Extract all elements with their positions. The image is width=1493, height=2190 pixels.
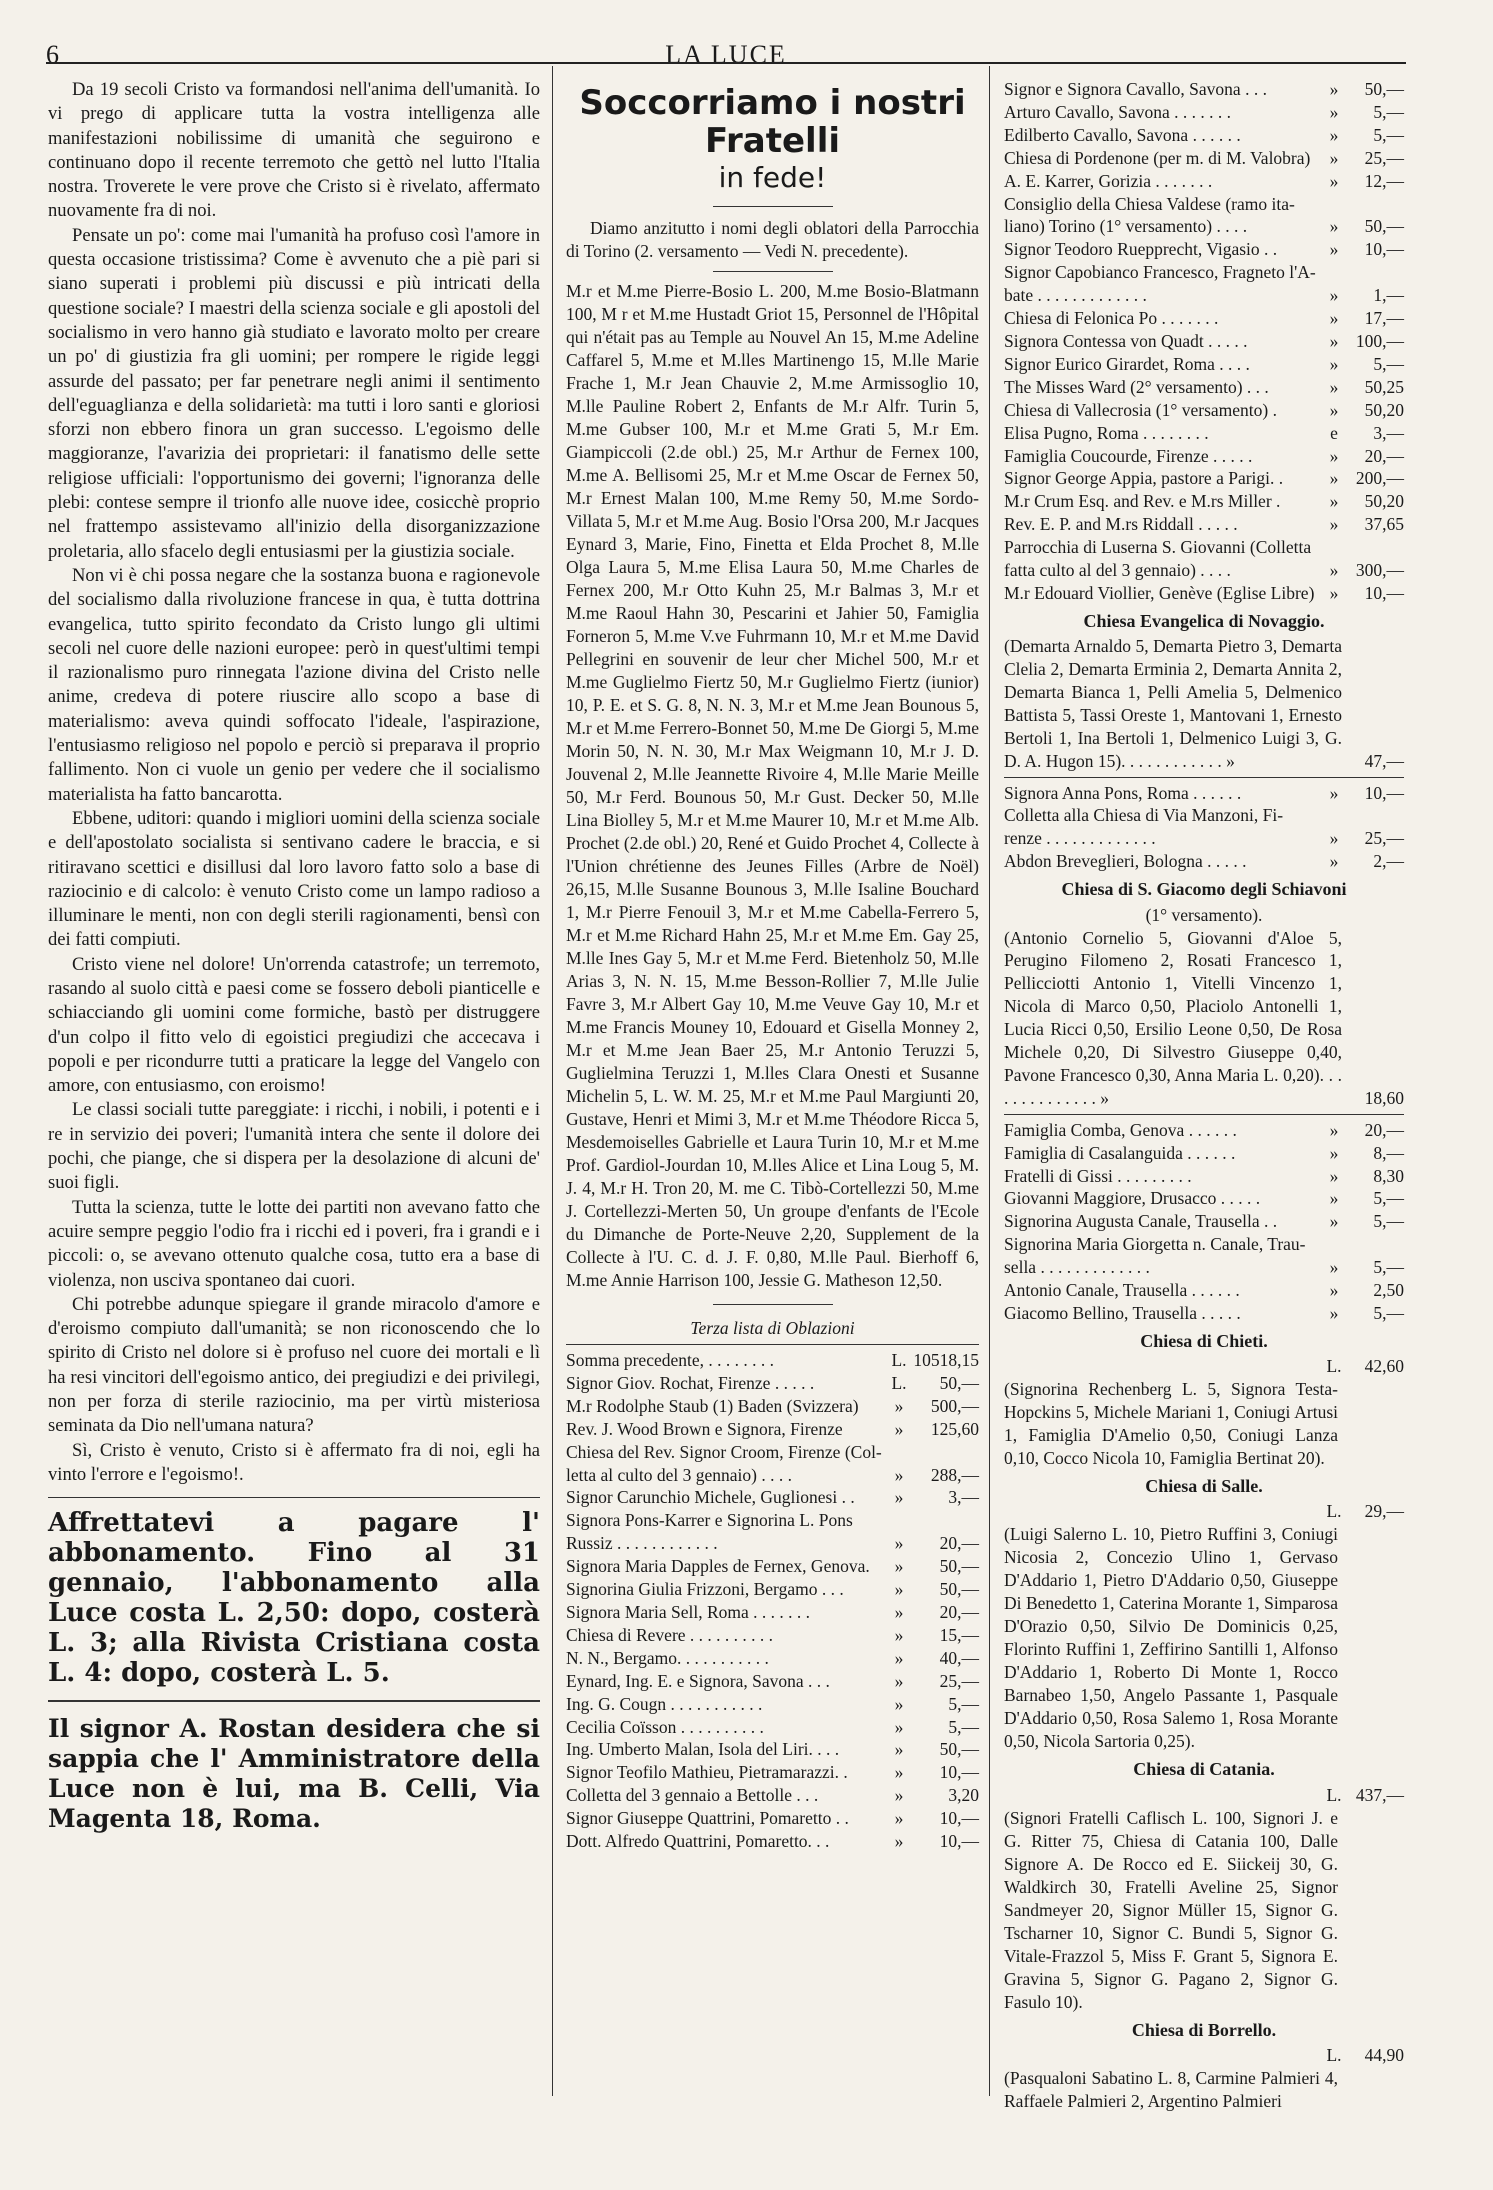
donor-name: Signor Teodoro Ruepprecht, Vigasio . . [1004, 239, 1278, 260]
currency: » [1329, 1211, 1339, 1232]
donation-row [1004, 353, 1404, 376]
amount: 50,— [939, 1739, 979, 1760]
donor-name: fatta culto al del 3 gennaio) . . . . [1004, 560, 1231, 581]
currency: » [894, 1624, 904, 1645]
paragraph: Pensate un po': come mai l'umanità ha profuso così l'amore in questa occasione tristissima? Come è avvenuto che a piè pari si siano superati i problemi più discussi e più intricati della questione sociale? I maestri della scienza sociale e gli apostoli del socialismo in vero hanno già studiato e lavorato molto per creare un po' di giustizia fra gli uomini; per rompere le rigide leggi assurde del passato; per far penetrare negli animi il sentimento dell'eguaglianza e della solidarietà: ma tutti i loro santi e gloriosi sforzi non ebbero finora un gran successo. L'egoismo delle maggioranze, l'avarizia dei proprietari: il fanatismo delle sette religiose ufficiali: l'opportunismo dei governi; l'ignoranza delle plebi: contese sempre il trionfo alle nuove idee, cosicchè proprio nel frattempo assistevamo all'inizio della disorganizzazione proletaria, allo sfacelo degli entusiasmi per la giustizia sociale. [48, 224, 540, 562]
currency: » [894, 1693, 904, 1714]
donation-row [566, 1372, 979, 1395]
amount: 15,— [939, 1624, 979, 1645]
donor-name: Consiglio della Chiesa Valdese (ramo ita- [1004, 193, 1295, 214]
currency: e [1330, 422, 1338, 443]
amount: 50,— [939, 1372, 979, 1393]
donation-entries [1004, 1119, 1404, 1325]
donor-name: renze . . . . . . . . . . . . . [1004, 828, 1156, 849]
donor-name: Signor Capobianco Francesco, Fragneto l'A- [1004, 262, 1316, 283]
currency: » [894, 1487, 904, 1508]
divider [713, 206, 833, 207]
currency: » [894, 1556, 904, 1577]
donation-row [1004, 1165, 1404, 1188]
currency: L. [1326, 2044, 1342, 2065]
divider [566, 1344, 979, 1345]
donor-name: Colletta del 3 gennaio a Bettolle . . . [566, 1785, 819, 1806]
amount: 200,— [1355, 468, 1404, 489]
donor-name: Abdon Breveglieri, Bologna . . . . . [1004, 851, 1247, 872]
donor-name: Ing. Umberto Malan, Isola del Liri. . . . [566, 1739, 840, 1760]
currency: » [1329, 1119, 1339, 1140]
amount: 50,— [939, 1579, 979, 1600]
donor-name: M.r Crum Esq. and Rev. e M.rs Miller . [1004, 491, 1281, 512]
currency: » [894, 1762, 904, 1783]
donation-row [566, 1601, 979, 1624]
amount: 5,— [948, 1693, 979, 1714]
donor-name: Eynard, Ing. E. e Signora, Savona . . . [566, 1670, 830, 1691]
donation-row [1004, 1302, 1404, 1325]
amount: 25,— [1364, 828, 1404, 849]
currency: » [1329, 1188, 1339, 1209]
currency: » [1329, 170, 1339, 191]
donation-row [1004, 124, 1404, 147]
amount: 1,— [1373, 285, 1404, 306]
currency: » [1329, 101, 1339, 122]
donation-row [566, 1555, 979, 1578]
amount: 125,60 [930, 1418, 979, 1439]
donation-row [1004, 513, 1404, 536]
donor-name: Signor Giov. Rochat, Firenze . . . . . [566, 1372, 815, 1393]
newspaper-title: LA LUCE [665, 40, 787, 69]
divider [713, 1304, 833, 1305]
amount: 50,20 [1364, 399, 1404, 420]
donation-row [566, 1441, 979, 1464]
currency: L. [891, 1372, 907, 1393]
donor-name: Cecilia Coïsson . . . . . . . . . . [566, 1716, 764, 1737]
amount: 5,— [1373, 353, 1404, 374]
amount: 29,— [1364, 1501, 1404, 1522]
donation-row [1004, 330, 1404, 353]
currency: » [1329, 828, 1339, 849]
donation-row [566, 1532, 979, 1555]
torino-donor-list: M.r et M.me Pierre-Bosio L. 200, M.me Bosio-Blatmann 100, M r et M.me Hustadt Griot 15, Personnel de l'Hôpital qui n'était pas au Temple au Nouvel An 15, M.me Adeline Caffarel 5, M.me et M.lles Martinengo 15, M.lle Marie Frache 1, M.r Jean Chauvie 2, M.me Armissoglio 10, M.lle Pauline Robert 2, Enfants de M.r Alfr. Turin 5, M.me Gubser 100, M.r et M.me Grati 5, M.r Em. Giampiccoli (2.de obl.) 25, M.r Arthur de Fernex 100, M.me A. Bellisomi 25, M.r et M.me Oscar de Fernex 50, M.r Ernest Malan 100, M.me Remy 50, M.me Sordo-Villata 5, M.r et M.me Aug. Bosio l'Orsa 200, M.r Jacques Eynard 3, Marie, Fino, Finetta et Elda Prochet 8, M.lle Olga Laura 5, M.me Elisa Laura 50, M.me Charles de Fernex 200, M.r Otto Kuhn 25, M.r Balmas 3, M.r et M.me Raoul Hahn 30, Pescarini et Jahier 50, Famiglia Forneron 5, M.me V.ve Fuhrmann 10, M.r et M.me David Pellegrini en souvenir de leur cher Michel 500, M.r et M.me Guglielmo Fiertz 50, M.r Guglielmo Fiertz (iunior) 10, P. E. et S. G. 8, N. N. 3, M.r et M.me Jean Bounous 5, M.r et M.me Ferrero-Bonnet 50, M.me De Giorgi 5, M.me Morin 50, N. N. 30, M.r Max Weigmann 10, M.r J. D. Jouvenal 2, M.lle Jeannette Rivoire 4, M.lle Marie Meille 50, M.r Ferd. Bounous 50, M.r Gust. Decker 50, M.lle Lina Biolley 5, M.r et M.me Maurer 10, M.r et M.me Alb. Prochet (2.de obl.) 20, René et Guido Prochet 4, Collecte à l'Union chrétienne des Jeunes Filles (Arbre de Noël) 26,15, M.lle Susanne Bounous 3, M.lle Isaline Bouchard 1, M.r Pierre Fenouil 3, M.r et M.me Cabella-Ferrero 5, M.r et M.me Richard Hahn 25, M.r et M.me Em. Gay 25, M.lle Ines Gay 5, M.r et M.me Ferd. Bietenholz 50, M.lle Arias 3, N. N. 15, M.me Besson-Rollier 7, M.lle Julie Favre 3, M.r Albert Gay 10, M.me Veuve Gay 10, M.r et M.me Francis Mouney 10, Edouard et Gisella Monney 2, M.r et M.me Jean Baer 25, M.r Antonio Teruzzi 5, Guglielmina Teruzzi 1, M.lles Clara Onesti et Susanne Michelin 5, L. W. M. 25, M.r et M.me Paul Margiunti 20, Gustave, Henri et Mimi 3, M.r et M.me Théodore Ricca 5, Mesdemoiselles Gabrielle et Laura Turin 10, M.r et M.me Prof. Gardiol-Jourdan 10, M.lles Alice et Lina Loug 5, M. J. 4, M.r H. Tron 20, M. me C. Tibò-Cortellezzi 50, M.me J. Cortellezzi-Merten 50, Un groupe d'enfants de l'Ecole du Dimanche de Porte-Neuve 2,20, Supplement de la Collecte à l'U. C. d. J. F. 0,80, M.lle Paul. Bierhoff 6, M.me Annie Harrison 100, Jessie G. Matheson 12,50. [566, 281, 979, 1290]
amount: 500,— [930, 1395, 979, 1416]
donor-name: Fratelli di Gissi . . . . . . . . . [1004, 1165, 1192, 1186]
section-text: (Signori Fratelli Caflisch L. 100, Signori J. e G. Ritter 75, Chiesa di Catania 100, Dalle Signore A. De Rocco ed E. Siickeij 30, G. Waldkirch 30, Fratelli Aveline 25, Signor Sandmeyer 20, Signor Müller 15, Signor G. Tscharner 10, Signor C. Bundi 5, Signor G. Vitale-Frazzol 5, Miss F. Grant 5, Signora E. Gravina 5, Signor G. Pagano 2, Signor G. Fasulo 10). [1004, 1807, 1338, 2012]
donor-name: A. E. Karrer, Gorizia . . . . . . . [1004, 170, 1213, 191]
divider [713, 271, 833, 272]
donor-name: Signora Maria Dapples de Fernex, Genova. [566, 1556, 870, 1577]
currency: L. [891, 1350, 907, 1370]
section-total [1004, 1784, 1404, 1807]
page-number: 6 [46, 40, 59, 69]
amount: 20,— [939, 1601, 979, 1622]
amount: 17,— [1364, 308, 1404, 329]
paragraph: Non vi è chi possa negare che la sostanza buona e ragionevole del socialismo dalla rivoluzione francese in qua, è tutta dottrina evangelica, tutto spirito fecondato da Cristo lungo gli ultimi secoli nel cuore delle nazioni europee: però in quest'ultimi tempi il razionalismo puro rinnegata l'azione divina del Cristo nelle anime, credeva di potere riuscire allo scopo a base di materialismo: aveva quindi soffocato l'ideale, l'aspirazione, l'entusiasmo religioso nel popolo e perciò si preparava il proprio fallimento. Non ci vuole un genio per vedere che il socialismo materialista ha fatto bancarotta. [48, 564, 540, 805]
donation-row [1004, 399, 1404, 422]
amount: 44,90 [1364, 2044, 1404, 2065]
section-title: Chiesa di Salle. [1145, 1476, 1263, 1497]
donation-row [1004, 147, 1404, 170]
amount: 10,— [939, 1831, 979, 1852]
currency: » [894, 1739, 904, 1760]
amount: 3,— [1373, 422, 1404, 443]
donation-row [1004, 193, 1404, 216]
donation-row [566, 1349, 979, 1372]
column-donations-continued [1004, 78, 1404, 2113]
amount: 288,— [930, 1464, 979, 1485]
amount: 50,25 [1364, 376, 1404, 397]
currency: L. [1326, 1501, 1342, 1522]
currency: » [1329, 851, 1339, 872]
amount: 47,— [1364, 750, 1404, 771]
donor-name: Ing. G. Cougn . . . . . . . . . . . [566, 1693, 763, 1714]
donor-name: Russiz . . . . . . . . . . . . [566, 1533, 718, 1554]
currency: » [1329, 491, 1339, 512]
amount: 5,— [948, 1716, 979, 1737]
currency: » [1329, 1257, 1339, 1278]
donor-name: Rev. J. Wood Brown e Signora, Firenze [566, 1418, 843, 1439]
amount: 5,— [1373, 1211, 1404, 1232]
section-title: Chiesa di Borrello. [1131, 2019, 1277, 2040]
currency: » [1329, 353, 1339, 374]
amount: 8,— [1373, 1142, 1404, 1163]
section-total [1004, 1355, 1404, 1378]
currency: » [894, 1808, 904, 1829]
currency: » [894, 1716, 904, 1737]
donor-name: The Misses Ward (2° versamento) . . . [1004, 376, 1269, 397]
donor-name: letta al culto del 3 gennaio) . . . . [566, 1464, 792, 1485]
header-rule [46, 62, 1406, 64]
donor-name: Signor Carunchio Michele, Guglionesi . . [566, 1487, 855, 1508]
amount: 25,— [1364, 147, 1404, 168]
currency: L. [1326, 1784, 1342, 1805]
section-total [1004, 1500, 1404, 1523]
amount: 437,— [1355, 1784, 1404, 1805]
donation-row [1004, 170, 1404, 193]
donor-name: M.r Edouard Viollier, Genève (Eglise Libre) [1004, 582, 1315, 603]
section-subtitle: (1° versamento). [1145, 904, 1263, 925]
donor-name: Edilberto Cavallo, Savona . . . . . . [1004, 124, 1241, 145]
donor-name: Famiglia di Casalanguida . . . . . . [1004, 1142, 1236, 1163]
currency: » [894, 1579, 904, 1600]
donor-name: Chiesa di Felonica Po . . . . . . . [1004, 308, 1219, 329]
donation-row [566, 1761, 979, 1784]
amount: 10518,15 [913, 1350, 979, 1370]
donation-row [1004, 1142, 1404, 1165]
amount: 50,20 [1364, 491, 1404, 512]
donation-row [566, 1647, 979, 1670]
currency: » [1329, 216, 1339, 237]
amount: 5,— [1373, 1303, 1404, 1323]
divider [48, 1497, 540, 1498]
amount: 300,— [1355, 560, 1404, 581]
donor-name: Signor Eurico Girardet, Roma . . . . [1004, 353, 1250, 374]
currency: » [1329, 445, 1339, 466]
currency: » [1329, 124, 1339, 145]
amount: 10,— [1364, 782, 1404, 803]
currency: » [1329, 285, 1339, 306]
donation-row [1004, 422, 1404, 445]
donor-name: N. N., Bergamo. . . . . . . . . . . [566, 1647, 769, 1668]
amount: 20,— [1364, 445, 1404, 466]
currency: » [1329, 1280, 1339, 1301]
donor-name: Signorina Giulia Frizzoni, Bergamo . . . [566, 1579, 844, 1600]
amount: 100,— [1355, 330, 1404, 351]
amount: 5,— [1373, 1188, 1404, 1209]
donor-name: Giovanni Maggiore, Drusacco . . . . . [1004, 1188, 1261, 1209]
amount: 5,— [1373, 1257, 1404, 1278]
amount: 12,— [1364, 170, 1404, 191]
amount: 5,— [1373, 101, 1404, 122]
donor-name: Elisa Pugno, Roma . . . . . . . . [1004, 422, 1209, 443]
appeal-subtitle: in fede! [718, 161, 827, 194]
amount: 18,60 [1364, 1087, 1404, 1108]
donation-row [566, 1464, 979, 1487]
donor-name: Parrocchia di Luserna S. Giovanni (Colletta [1004, 537, 1312, 558]
donation-row [566, 1807, 979, 1830]
donor-name: M.r Rodolphe Staub (1) Baden (Svizzera) [566, 1395, 859, 1416]
section-entry [1004, 927, 1404, 1110]
paragraph: Da 19 secoli Cristo va formandosi nell'anima dell'umanità. Io vi prego di applicare tutta la vostra intelligenza alle manifestazioni nobilissime di umanità che seguirono e continuano dopo il recente terremoto che gettò nel lutto l'Italia nostra. Troverete le vere prove che Cristo si è rivelato, affermato nuovamente fra di noi. [48, 79, 540, 222]
donation-row [1004, 582, 1404, 605]
donor-name: Famiglia Coucourde, Firenze . . . . . [1004, 445, 1253, 466]
amount: 50,— [939, 1556, 979, 1577]
column-donations [566, 78, 979, 1853]
donation-row [566, 1509, 979, 1532]
section-text: (Demarta Arnaldo 5, Demarta Pietro 3, Demarta Clelia 2, Demarta Erminia 2, Demarta Annita 2, Demarta Bianca 1, Pelli Amelia 5, Delmenico Battista 5, Tassi Oreste 1, Mantovani 1, Ernesto Bertoli 1, Ina Bertoli 1, Delmenico Luigi 3, G. D. A. Hugon 15). . . . . . . . . . . . » [1004, 636, 1342, 771]
section-text: (Pasqualoni Sabatino L. 8, Carmine Palmieri 4, Raffaele Palmieri 2, Argentino Palmieri [1004, 2067, 1338, 2111]
donation-row [1004, 827, 1404, 850]
donation-row [566, 1395, 979, 1418]
amount: 10,— [939, 1808, 979, 1829]
donation-row [566, 1670, 979, 1693]
currency: » [1329, 468, 1339, 489]
donation-entries [1004, 78, 1404, 605]
donation-row [1004, 1279, 1404, 1302]
currency: » [894, 1533, 904, 1554]
donation-row [566, 1784, 979, 1807]
donation-row [1004, 782, 1404, 805]
donor-name: Chiesa di Pordenone (per m. di M. Valobra) [1004, 147, 1311, 168]
donation-entries [1004, 782, 1404, 874]
donation-row [1004, 1119, 1404, 1142]
donation-row [1004, 261, 1404, 284]
amount: 50,— [1364, 216, 1404, 237]
currency: » [894, 1418, 904, 1439]
amount: 3,20 [948, 1785, 979, 1806]
donation-row [1004, 307, 1404, 330]
donor-name: Colletta alla Chiesa di Via Manzoni, Fi- [1004, 805, 1284, 826]
donor-name: bate . . . . . . . . . . . . . [1004, 285, 1147, 306]
currency: » [1329, 1303, 1339, 1323]
donation-row [1004, 467, 1404, 490]
amount: 50,— [1364, 79, 1404, 99]
column-divider [989, 66, 990, 2096]
currency: » [894, 1647, 904, 1668]
amount: 40,— [939, 1647, 979, 1668]
currency: » [1329, 1165, 1339, 1186]
donation-row [1004, 1210, 1404, 1233]
divider [1004, 777, 1404, 778]
donor-name: liano) Torino (1° versamento) . . . . [1004, 216, 1248, 237]
amount: 42,60 [1364, 1356, 1404, 1377]
donation-row [1004, 536, 1404, 559]
intro-text: Diamo anzitutto i nomi degli oblatori della Parrocchia di Torino (2. versamento — Vedi N. precedente). [566, 218, 979, 261]
paragraph: Chi potrebbe adunque spiegare il grande miracolo d'amore e d'eroismo compiuto dall'umanità; se non riconoscendo che lo spirito di Cristo nel dolore si è profuso nel cuore dei mortali e lì ha resi vincitori dell'egoismo antico, dei pregiudizi e dei privilegi, non per forza di sterile raziocinio, ma per virtù misteriosa seminata da Dio nell'umana natura? [48, 1293, 540, 1437]
currency: » [894, 1464, 904, 1485]
subscription-notice: Affrettatevi a pagare l' abbonamento. Fino al 31 gennaio, l'abbonamento alla Luce costa L. 2,50: dopo, costerà L. 3; alla Rivista Cristiana costa L. 4: dopo, costerà L. 5. [48, 1508, 540, 1689]
donation-row [1004, 850, 1404, 873]
amount: 2,50 [1373, 1280, 1404, 1301]
amount: 8,30 [1373, 1165, 1404, 1186]
divider [48, 1700, 540, 1702]
column-article [48, 78, 540, 1834]
currency: » [894, 1601, 904, 1622]
donation-row [566, 1486, 979, 1509]
donor-name: Chiesa del Rev. Signor Croom, Firenze (Col- [566, 1441, 882, 1462]
section-title: Chiesa di Chieti. [1140, 1330, 1268, 1351]
currency: » [1329, 514, 1339, 535]
donor-name: Signor Teofilo Mathieu, Pietramarazzi. . [566, 1762, 848, 1783]
section-text: (Antonio Cornelio 5, Giovanni d'Aloe 5, Perugino Filomeno 2, Rosati Francesco 1, Pellicciotti Antonio 1, Vitelli Vincenzo 1, Nicola di Marco 0,50, Placiolo Antonelli 1, Lucia Ricci 0,50, Ersilio Leone 0,50, De Rosa Michele 0,20, Di Silvestro Giuseppe 0,40, Pavone Francesco 0,30, Anna Maria L. 0,20). . . . . . . . . . . . . . » [1004, 927, 1342, 1108]
amount: 2,— [1373, 851, 1404, 872]
donation-row [1004, 78, 1404, 101]
amount: 10,— [939, 1762, 979, 1783]
currency: » [1329, 582, 1339, 603]
currency: » [1329, 147, 1339, 168]
donor-name: Rev. E. P. and M.rs Riddall . . . . . [1004, 514, 1238, 535]
donor-name: Signorina Maria Giorgetta n. Canale, Trau- [1004, 1234, 1306, 1255]
donation-row [1004, 238, 1404, 261]
donation-row [1004, 490, 1404, 513]
currency: » [1329, 330, 1339, 351]
amount: 25,— [939, 1670, 979, 1691]
donor-name: Signorina Augusta Canale, Trausella . . [1004, 1211, 1278, 1232]
donation-entries [566, 1349, 979, 1853]
section-title: Chiesa di Catania. [1133, 1759, 1275, 1780]
section-title: Chiesa di S. Giacomo degli Schiavoni [1061, 879, 1347, 900]
donor-name: sella . . . . . . . . . . . . . [1004, 1257, 1150, 1278]
donation-row [1004, 804, 1404, 827]
appeal-title: Soccorriamo i nostri Fratelli [579, 83, 966, 161]
donation-row [566, 1716, 979, 1739]
section-entry [1004, 635, 1404, 772]
currency: » [1329, 376, 1339, 397]
currency: » [1329, 782, 1339, 803]
donor-name: Signor Giuseppe Quattrini, Pomaretto . . [566, 1808, 849, 1829]
donor-name: Signor George Appia, pastore a Parigi. . [1004, 468, 1284, 489]
list-title: Terza lista di Oblazioni [690, 1318, 855, 1338]
amount: 37,65 [1364, 514, 1404, 535]
amount: 20,— [939, 1533, 979, 1554]
paragraph: Ebbene, uditori: quando i migliori uomini della scienza sociale e dell'apostolato socialista si sentivano cadere le braccia, e si ritiravano scettici e disillusi dal loro lavoro fatto solo a base di raziocinio e di calcolo: è venuto Cristo come un lampo radioso a illuminare le menti, non con degli sterili ragionamenti, bensì con dei fatti compiuti. [48, 807, 540, 951]
donation-row [1004, 1187, 1404, 1210]
amount: 20,— [1364, 1119, 1404, 1140]
section-total [1004, 2044, 1404, 2067]
currency: » [1329, 560, 1339, 581]
currency: » [1329, 79, 1339, 99]
divider [1004, 1114, 1404, 1115]
paragraph: Sì, Cristo è venuto, Cristo si è affermato fra di noi, egli ha vinto l'errore e l'egoismo!. [48, 1439, 540, 1485]
donor-name: Signora Pons-Karrer e Signorina L. Pons [566, 1510, 853, 1531]
donation-row [1004, 1233, 1404, 1256]
donor-name: Giacomo Bellino, Trausella . . . . . [1004, 1303, 1241, 1323]
paragraph: Tutta la scienza, tutte le lotte dei partiti non avevano fatto che acuire sempre peggio l'odio fra i ricchi ed i poveri, fra i grandi e i piccoli: o, se avevano ottenuto qualche cosa, tutto era a base di violenza, non usciva spontaneo dai cuori. [48, 1196, 540, 1291]
section-title: Chiesa Evangelica di Novaggio. [1083, 610, 1325, 631]
currency: » [1329, 239, 1339, 260]
donor-name: Signora Contessa von Quadt . . . . . [1004, 330, 1248, 351]
currency: » [894, 1785, 904, 1806]
donation-row [1004, 376, 1404, 399]
donation-row [1004, 1256, 1404, 1279]
paragraph: Cristo viene nel dolore! Un'orrenda catastrofe; un terremoto, rasando al suolo città e paesi come se fossero deboli pianticelle e schiacciando gli uomini come formiche, bastò per distruggere d'un colpo il fitto velo di egoistici pregiudizi che accecava i popoli e per ricondurre tutti a praticare la legge del Vangelo con amore, con entusiasmo, con eroismo! [48, 953, 540, 1097]
donor-name: Dott. Alfredo Quattrini, Pomaretto. . . [566, 1831, 830, 1852]
donation-row [566, 1578, 979, 1601]
donation-row [566, 1738, 979, 1761]
donor-name: Signor e Signora Cavallo, Savona . . . [1004, 79, 1267, 99]
administrator-notice: Il signor A. Rostan desidera che si sappia che l' Amministratore della Luce non è lui, ma B. Celli, Via Magenta 18, Roma. [48, 1714, 540, 1834]
amount: 10,— [1364, 582, 1404, 603]
currency: » [894, 1670, 904, 1691]
donation-row [566, 1418, 979, 1441]
amount: 10,— [1364, 239, 1404, 260]
donation-row [1004, 445, 1404, 468]
donor-name: Antonio Canale, Trausella . . . . . . [1004, 1280, 1240, 1301]
donation-row [1004, 101, 1404, 124]
donor-name: Chiesa di Vallecrosia (1° versamento) . [1004, 399, 1277, 420]
amount: 5,— [1373, 124, 1404, 145]
donation-row [1004, 215, 1404, 238]
donor-name: Arturo Cavallo, Savona . . . . . . . [1004, 101, 1231, 122]
donor-name: Signora Maria Sell, Roma . . . . . . . [566, 1601, 811, 1622]
page-header [46, 38, 1406, 72]
donor-name: Chiesa di Revere . . . . . . . . . . [566, 1624, 774, 1645]
currency: » [894, 1395, 904, 1416]
donation-row [1004, 559, 1404, 582]
paragraph: Le classi sociali tutte pareggiate: i ricchi, i nobili, i potenti e i re in servizio dei poveri; l'umanità intera che sente il dolore dei pochi, che piange, che si dispera per la desolazione di alcuni de' suoi figli. [48, 1099, 540, 1194]
donor-name: Signora Anna Pons, Roma . . . . . . [1004, 782, 1242, 803]
donation-row [1004, 284, 1404, 307]
currency: » [894, 1831, 904, 1852]
donation-row [566, 1624, 979, 1647]
amount: 3,— [948, 1487, 979, 1508]
currency: » [1329, 399, 1339, 420]
section-text: (Luigi Salerno L. 10, Pietro Ruffini 3, Coniugi Nicosia 2, Concezio Ulino 1, Gervaso D'Addario 1, Pietro D'Addario 0,50, Giuseppe Di Benedetto 1, Caterina Morante 1, Simparosa D'Orazio 0,50, Silvio De Dominicis 0,25, Florinto Ruffini 1, Zeffirino Santilli 1, Alfonso D'Addario 1, Roberto Di Monte 1, Rocco Barnabeo 1,50, Angelo Passante 1, Pasquale D'Addario 0,50, Rosa Salemo 1, Rosa Morante 0,50, Nicola Sartoria 0,25). [1004, 1524, 1338, 1752]
column-divider [552, 66, 553, 2096]
donation-row [566, 1830, 979, 1853]
donor-name: Famiglia Comba, Genova . . . . . . [1004, 1119, 1237, 1140]
donor-name: Somma precedente, . . . . . . . . [566, 1350, 775, 1370]
currency: » [1329, 1142, 1339, 1163]
currency: L. [1326, 1356, 1342, 1377]
currency: » [1329, 308, 1339, 329]
section-text: (Signorina Rechenberg L. 5, Signora Testa-Hopckins 5, Michele Mariani 1, Coniugi Artusi 1, Famiglia D'Amelio 0,50, Coniugi Lanza 0,10, Cocco Nicola 10, Famiglia Bertinat 20). [1004, 1379, 1338, 1469]
donation-row [566, 1693, 979, 1716]
